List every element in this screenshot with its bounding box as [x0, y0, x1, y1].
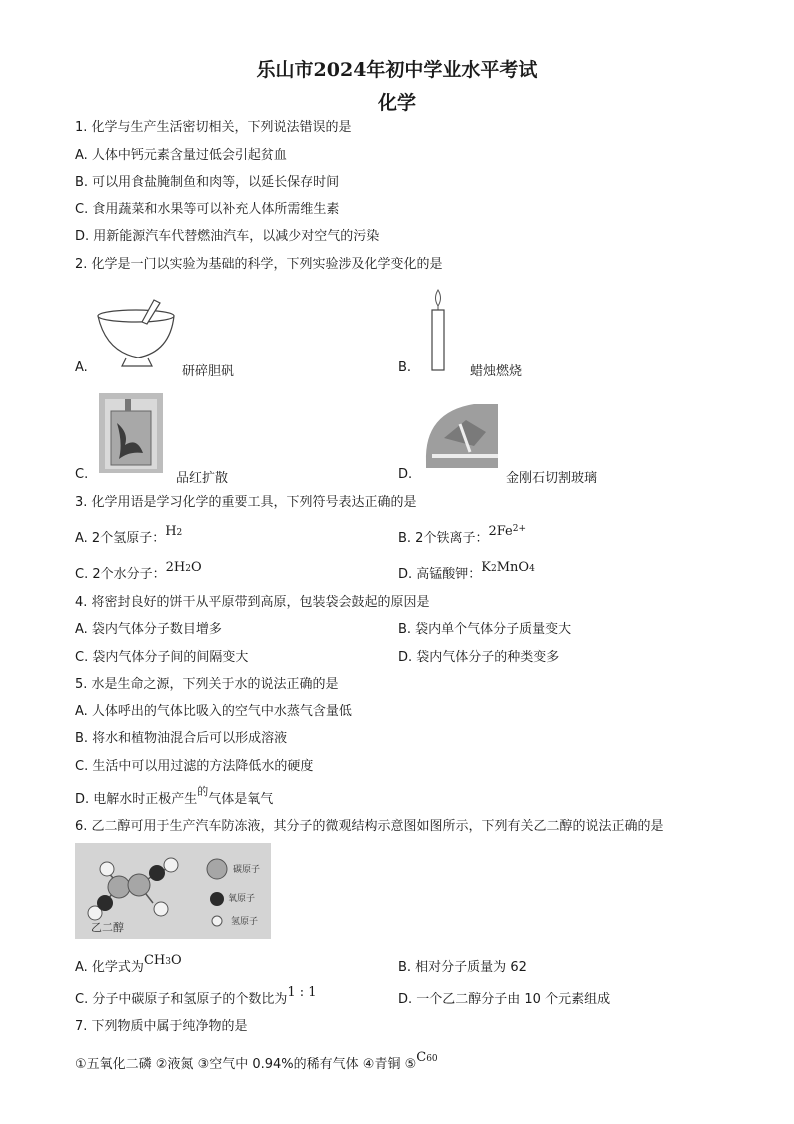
- candle-figure: [426, 288, 450, 374]
- q1-stem: 1. 化学与生产生活密切相关，下列说法错误的是: [75, 120, 352, 135]
- q6-option-a-text: A. 化学式为: [75, 960, 144, 975]
- q5-option-d-post: 气体是氧气: [208, 792, 274, 807]
- q6-option-b: B. 相对分子质量为 62: [398, 960, 527, 975]
- q7-item-5-formula: C60: [416, 1050, 438, 1065]
- q3-option-a-text: A. 2个氢原子：: [75, 531, 166, 546]
- q4-option-b: B. 袋内单个气体分子质量变大: [398, 622, 572, 637]
- q2-option-b-caption: 蜡烛燃烧: [470, 364, 523, 379]
- q2-option-d-letter: D.: [398, 467, 413, 482]
- legend-hydrogen-label: 氢原子: [231, 917, 259, 927]
- diamond-cutting-glass-figure: [424, 402, 498, 468]
- q5-option-d: [75, 785, 274, 808]
- exam-title: 乐山市2024年初中学业水平考试: [256, 59, 538, 81]
- legend-oxygen-label: 氧原子: [228, 894, 256, 904]
- q5-option-a: A. 人体呼出的气体比吸入的空气中水蒸气含量低: [75, 704, 352, 719]
- q6-option-c-formula: 1 : 1: [287, 985, 317, 1000]
- q2-option-b-letter: B.: [398, 360, 412, 375]
- q3-option-b: [398, 524, 527, 547]
- q3-option-c-text: C. 2个水分子：: [75, 567, 166, 582]
- q2-option-a-caption: 研碎胆矾: [182, 364, 235, 379]
- q5-option-d-small: 的: [197, 785, 209, 798]
- q1-option-d: D. 用新能源汽车代替燃油汽车，以减少对空气的污染: [75, 229, 380, 244]
- q7-stem: 7. 下列物质中属于纯净物的是: [75, 1019, 248, 1034]
- q7-items: [75, 1050, 438, 1074]
- q2-option-d-caption: 金刚石切割玻璃: [506, 471, 598, 486]
- q6-option-d: D. 一个乙二醇分子由 10 个元素组成: [398, 992, 611, 1007]
- q5-option-d-pre: D. 电解水时正极产生: [75, 792, 198, 807]
- q3-option-a: [75, 524, 183, 548]
- mortar-pestle-figure: [92, 298, 182, 370]
- q5-option-c: C. 生活中可以用过滤的方法降低水的硬度: [75, 759, 314, 774]
- q3-option-b-formula: $2Fe^{2+}$: [488, 524, 527, 539]
- q2-option-a-letter: A.: [75, 360, 88, 375]
- q3-option-c-formula: 2H2O: [165, 560, 202, 575]
- q7-items-text: ①五氧化二磷 ②液氮 ③空气中 0.94%的稀有气体 ④青铜 ⑤: [75, 1057, 417, 1072]
- q3-option-c: [75, 560, 202, 584]
- q3-option-b-text: B. 2个铁离子：: [398, 531, 489, 546]
- q6-option-a-formula: CH3O: [143, 953, 182, 968]
- q3-option-a-formula: H2: [165, 524, 183, 539]
- q2-option-c-letter: C.: [75, 467, 89, 482]
- molecule-figure-label: 乙二醇: [91, 921, 124, 934]
- q4-stem: 4. 将密封良好的饼干从平原带到高原，包装袋会鼓起的原因是: [75, 595, 430, 610]
- q4-option-c: C. 袋内气体分子间的间隔变大: [75, 650, 249, 665]
- q3-option-d-text: D. 高锰酸钾：: [398, 567, 482, 582]
- legend-carbon-label: 碳原子: [233, 865, 261, 875]
- q3-option-d-formula: K2MnO4: [481, 560, 535, 575]
- q5-stem: 5. 水是生命之源，下列关于水的说法正确的是: [75, 677, 339, 692]
- q2-stem: 2. 化学是一门以实验为基础的科学，下列实验涉及化学变化的是: [75, 257, 443, 272]
- q4-option-a: A. 袋内气体分子数目增多: [75, 622, 222, 637]
- q4-option-d: D. 袋内气体分子的种类变多: [398, 650, 560, 665]
- q1-option-a: A. 人体中钙元素含量过低会引起贫血: [75, 148, 287, 163]
- q3-option-d: [398, 560, 535, 584]
- q1-option-b: B. 可以用食盐腌制鱼和肉等，以延长保存时间: [75, 175, 340, 190]
- q1-option-c: C. 食用蔬菜和水果等可以补充人体所需维生素: [75, 202, 340, 217]
- q3-stem: 3. 化学用语是学习化学的重要工具，下列符号表达正确的是: [75, 495, 417, 510]
- q6-option-c: [75, 985, 317, 1008]
- q6-option-c-text: C. 分子中碳原子和氢原子的个数比为: [75, 992, 288, 1007]
- q5-option-b: B. 将水和植物油混合后可以形成溶液: [75, 731, 288, 746]
- q6-stem: 6. 乙二醇可用于生产汽车防冻液，其分子的微观结构示意图如图所示，下列有关乙二醇的说法正确的是: [75, 819, 664, 834]
- q6-option-a: [75, 953, 182, 977]
- subject-title: 化学: [377, 92, 416, 114]
- q2-option-c-caption: 品红扩散: [176, 471, 229, 486]
- diffusion-beaker-figure: [99, 393, 163, 473]
